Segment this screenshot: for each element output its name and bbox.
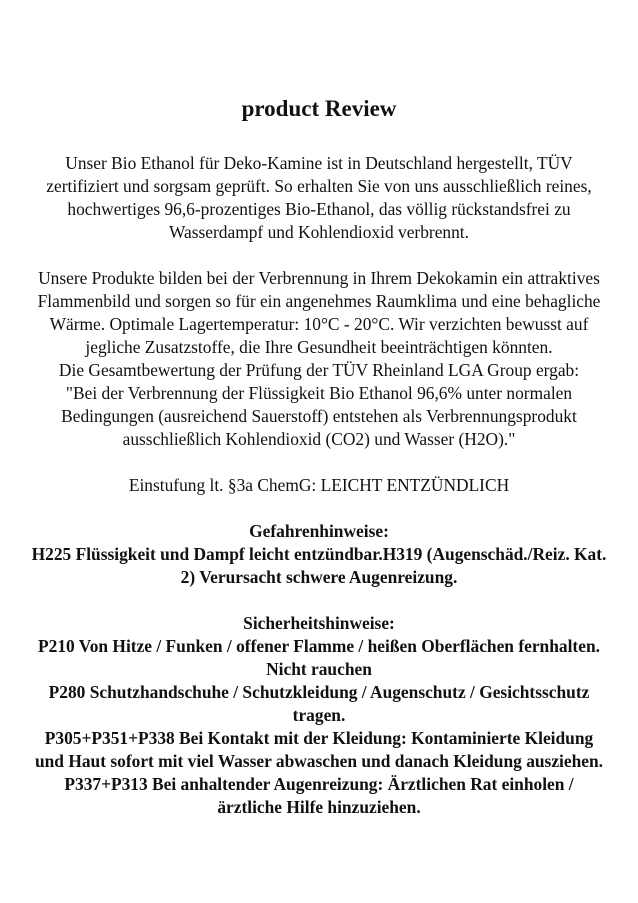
safety-item-p210: P210 Von Hitze / Funken / offener Flamme / heißen Oberflächen fernhalten. Nicht rauchen	[38, 636, 600, 679]
safety-item-p280: P280 Schutzhandschuhe / Schutzkleidung / Augenschutz / Gesichtsschutz tragen.	[48, 682, 590, 725]
safety-heading: Sicherheitshinweise:	[243, 613, 395, 633]
document-title: product Review	[241, 96, 397, 121]
intro-paragraph: Unser Bio Ethanol für Deko-Kamine ist in Deutschland hergestellt, TÜV zertifiziert und sorgsam geprüft. So erhalten Sie von uns ausschließlich reines, hochwertiges 96,6-prozentiges Bio-Ethanol, das völlig rückstandsfrei zu Wasserdampf und Kohlendioxid verbrennt.	[46, 153, 592, 242]
tuv-quote: "Bei der Verbrennung der Flüssigkeit Bio Ethanol 96,6% unter normalen Bedingungen (ausreichend Sauerstoff) entstehen als Verbrennungsprodukt ausschließlich Kohlendioxid (CO2) und Wasser (H2O)."	[61, 383, 577, 449]
classification-line: Einstufung lt. §3a ChemG: LEICHT ENTZÜNDLICH	[128, 475, 510, 495]
paragraph-gap	[30, 497, 608, 520]
tuv-intro: Die Gesamtbewertung der Prüfung der TÜV Rheinland LGA Group ergab:	[58, 360, 580, 380]
document-body	[30, 152, 608, 819]
paragraph-gap	[30, 244, 608, 267]
paragraph-gap	[30, 451, 608, 474]
safety-item-p337: P337+P313 Bei anhaltender Augenreizung: Ärztlichen Rat einholen / ärztliche Hilfe hinzuziehen.	[64, 774, 574, 817]
paragraph-gap	[30, 589, 608, 612]
hazard-heading: Gefahrenhinweise:	[249, 521, 389, 541]
safety-item-p305: P305+P351+P338 Bei Kontakt mit der Kleidung: Kontaminierte Kleidung und Haut sofort mit viel Wasser abwaschen und danach Kleidung ausziehen.	[34, 728, 604, 771]
hazard-text: H225 Flüssigkeit und Dampf leicht entzündbar.H319 (Augenschäd./Reiz. Kat. 2) Verursacht schwere Augenreizung.	[31, 544, 607, 587]
products-paragraph: Unsere Produkte bilden bei der Verbrennung in Ihrem Dekokamin ein attraktives Flammenbild und sorgen so für ein angenehmes Raumklima und eine behagliche Wärme. Optimale Lagertemperatur: 10°C - 20°C. Wir verzichten bewusst auf jegliche Zusatzstoffe, die Ihre Gesundheit beeinträchtigen könnten.	[37, 268, 601, 357]
